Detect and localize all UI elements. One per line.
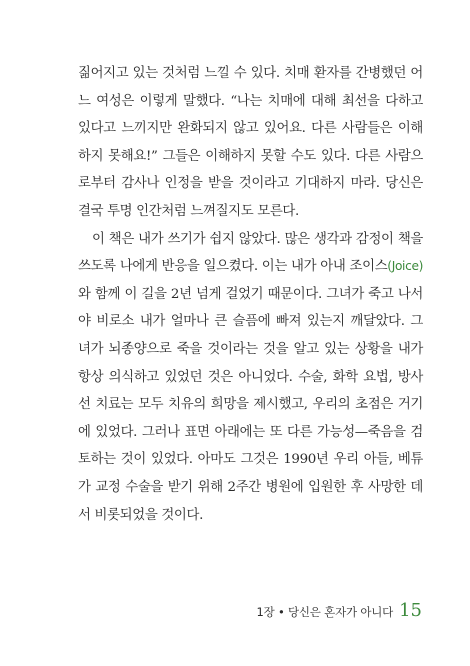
- paragraph-2-line-4: 야 비로소 내가 얼마나 큰 슬픔에 빠져 있는지 깨달았다. 그: [78, 314, 423, 330]
- running-head: 1장 • 당신은 혼자가 아니다: [256, 605, 394, 619]
- paragraph-1-line-2: 느 여성은 이렇게 말했다. “나는 치매에 대해 최선을 다하고: [78, 93, 423, 109]
- paragraph-1-line-3: 있다고 느끼지만 완화되지 않고 있어요. 다른 사람들은 이해: [78, 121, 423, 137]
- paragraph-2-line-6: 항상 의식하고 있었던 것은 아니었다. 수술, 화학 요법, 방사: [78, 369, 423, 385]
- body-text: [78, 60, 423, 529]
- page-footer: [256, 600, 422, 624]
- paragraph-1-line-6: 결국 투명 인간처럼 느껴질지도 모른다.: [78, 203, 299, 219]
- paragraph-1-line-4: 하지 못해요!” 그들은 이해하지 못할 수도 있다. 다른 사람으: [78, 148, 423, 164]
- page-number: 15: [399, 600, 422, 621]
- paragraph-2-line-1: 이 책은 내가 쓰기가 쉽지 않았다. 많은 생각과 감정이 책을: [92, 231, 423, 247]
- joice-romanization: (Joice): [387, 259, 423, 274]
- paragraph-2-line-2-text: 쓰도록 나에게 반응을 일으켰다. 이는 내가 아내 조이스: [78, 259, 388, 275]
- paragraph-2-line-9: 토하는 것이 있었다. 아마도 그것은 1990년 우리 아들, 베튜: [78, 452, 423, 468]
- paragraph-2-line-7: 선 치료는 모두 치유의 희망을 제시했고, 우리의 초점은 거기: [78, 397, 423, 413]
- paragraph-1-line-5: 로부터 감사나 인정을 받을 것이라고 기대하지 마라. 당신은: [78, 176, 423, 192]
- paragraph-2-line-10: 가 교정 수술을 받기 위해 2주간 병원에 입원한 후 사망한 데: [78, 479, 423, 495]
- paragraph-2-line-8: 에 있었다. 그러나 표면 아래에는 또 다른 가능성—죽음을 검: [78, 424, 423, 440]
- paragraph-2-line-3: 와 함께 이 길을 2년 넘게 걸었기 때문이다. 그녀가 죽고 나서: [78, 286, 423, 302]
- paragraph-2-line-5: 녀가 뇌종양으로 죽을 것이라는 것을 알고 있는 상황을 내가: [78, 341, 423, 357]
- paragraph-1-line-1: 짊어지고 있는 것처럼 느낄 수 있다. 치매 환자를 간병했던 어: [78, 66, 423, 81]
- paragraph-2-line-11: 서 비롯되었을 것이다.: [78, 507, 203, 523]
- paragraph-2-line-2: [78, 253, 423, 281]
